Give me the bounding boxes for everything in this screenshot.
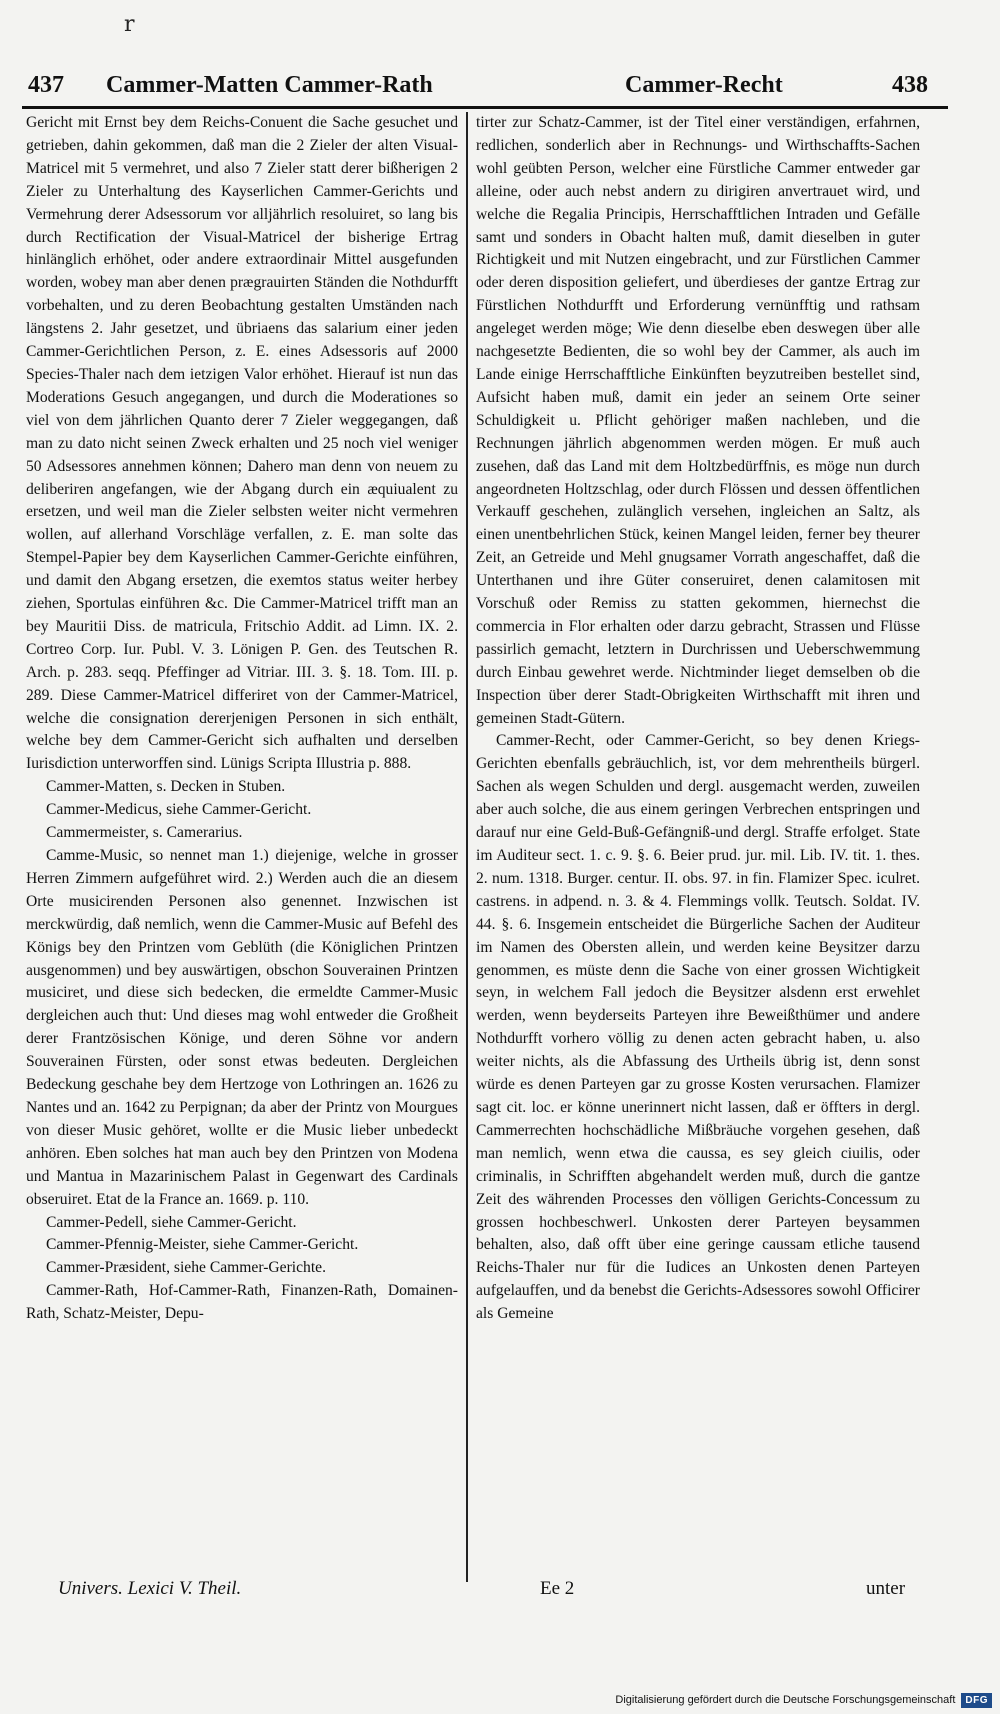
running-header xyxy=(20,66,950,106)
printer-mark: r xyxy=(124,12,135,37)
digitization-credit xyxy=(615,1690,992,1710)
paragraph: tirter zur Schatz-Cammer, ist der Titel einer verständigen, erfahrnen, redlichen, sonderlich aber in Rechnungs- und Wirthschaffts-Sachen wohl geübten Person, welcher eine Fürstliche Cammer entweder gar alleine, oder auch nebst andern zu dirigiren anvertrauet wird, und welche die Regalia Principis, Herrschafftlichen Intraden und Gefälle samt und sonders in Obacht halten muß, damit dieselben in guter Richtigkeit und mit Nutzen eingebracht, und zur Fürstlichen Cammer oder deren disposition geliefert, und überdieses der gantze Ertrag zur Fürstlichen Nothdurfft und Erforderung vernünfftig und rathsam angeleget werden möge; Wie denn dieselbe eben deswegen über alle nachgesetzte Bedienten, die so wohl bey der Cammer, als auch im Lande einige Herrschafftliche Einkünften beyzutreiben bestellet sind, Aufsicht haben muß, damit ein jeder an seinem Orte seiner Schuldigkeit u. Pflicht gehöriger maßen nachleben, und die Rechnungen jährlich abgenommen werden mögen. Er muß auch zusehen, daß das Land mit dem Holtzbedürffnis, es möge nun durch angeordneten Holtzschlag, oder durch Flössen und dessen öffentlichen Verkauff geschehen, zulänglich versehen, ingleichen an Saltz, als einen unentbehrlichen Stück, keinen Mangel leiden, ferner bey theurer Zeit, an Getreide und Mehl gnugsamer Vorrath angeschaffet, daß die Unterthanen und ihre Güter conseruiret, denen calamitosen mit Vorschuß oder Remiss zu statten gekommen, hiernechst die commercia in Flor erhalten oder darzu gebracht, Strassen und Flüsse passirlich gemacht, letztern in Durchrissen und Ueberschwemmung durch Einbau gewehret werde. Nichtminder lieget demselben ob die Inspection über derer Stadt-Obrigkeiten Wirthschafft mit ihren und gemeinen Stadt-Gütern. xyxy=(476,114,920,727)
paragraph: Camme-Music, so nennet man 1.) diejenige, welche in grosser Herren Zimmern aufgeführet wird. 2.) Werden auch die an diesem Orte musicirenden Personen also genennet. Inzwischen ist merckwürdig, daß nemlich, wenn die Cammer-Music auf Befehl des Königs bey den Printzen vom Geblüth (die Königlichen Printzen ausgenommen) und bey auswärtigen, obschon Souverainen Printzen musiciret, und diese sich bedecken, die ermeldte Cammer-Music dergleichen auch thut: Und dieses mag wohl entweder die Großheit derer Frantzösischen Könige, und deren Söhne vor andern Souverainen Fürsten, oder sonst etwas bedeuten. Dergleichen Bedeckung geschahe bey dem Hertzoge von Lothringen an. 1626 zu Nantes und an. 1642 zu Perpignan; da aber der Printz von Mourgues von dieser Music gehöret, wollte er die Music lieber unbedeckt anhören. Eben solches hat man auch bey den Printzen von Modena und Mantua in Mazarinischem Palast in Gegenwart des Cardinals obseruiret. Etat de la France an. 1669. p. 110. xyxy=(26,847,458,1208)
paragraph: Gericht mit Ernst bey dem Reichs-Conuent die Sache gesuchet und getrieben, dahin gekommen, daß man die 2 Zieler der alten Visual-Matricel mit 5 vermehret, und also 7 Zieler statt derer bißherigen 2 Zieler zu Unterhaltung des Kayserlichen Cammer-Gerichts und Vermehrung derer Adsessorum vor alljährlich resoluiret, so lang bis durch Rectification der Visual-Matricel der bisherige Ertrag hinlänglich erhöhet, oder andere extraordinair Mittel ausgefunden worden, wobey man aber denen prægrauirten Ständen die Nothdurfft vorbehalten, und zu deren Beobachtung gestalten Umständen nach längstens 2. Jahr gesetzet, und übriaens das salarium einer jeden Cammer-Gerichtlichen Person, z. E. eines Adsessoris auf 2000 Species-Thaler nach dem ietzigen Valor erhöhet. Hierauf ist nun das Moderations Gesuch angegangen, und durch die Moderationes so viel von dem jährlichen Quanto derer 7 Zieler weggegangen, daß man zu dato nicht seinen Zweck erhalten und 25 noch viel weniger 50 Adsessores annehmen können; Dahero man denn von neuem zu deliberiren angefangen, wie der Abgang durch ein æquiualent zu ersetzen, und weil man die Zieler selbsten weiter nicht vermehren wollen, auf allerhand Vorschläge verfallen, z. E. man solte das Stempel-Papier bey dem Kayserlichen Cammer-Gerichte einführen, und damit den Abgang ersetzen, die exemtos status weiter herbey ziehen, Sportulas einführen &c. Die Cammer-Matricel trifft man an bey Mauritii Diss. de matricula, Fritschio Addit. ad Limn. IX. 2. Cortreo Corp. Iur. Publ. V. 3. Lönigen P. Gen. des Teutschen R. Arch. p. 283. seqq. Pfeffinger ad Vitriar. III. 3. §. 18. Tom. III. p. 289. Diese Cammer-Matricel differiret von der Cammer-Matricel, welche die consignation dererjenigen Personen in sich enthält, welche bey dem Cammer-Gericht sich aufhalten und derselben Iurisdiction unterworffen sind. Lünigs Scripta Illustria p. 888. xyxy=(26,114,458,773)
credit-text: Digitalisierung gefördert durch die Deutsche Forschungsgemeinschaft xyxy=(615,1694,956,1706)
paragraph: Cammer-Rath, Hof-Cammer-Rath, Finanzen-Rath, Domainen-Rath, Schatz-Meister, Depu- xyxy=(26,1282,458,1323)
page-number-left: 437 xyxy=(28,72,64,98)
paragraph: Cammer-Matten, s. Decken in Stuben. xyxy=(46,778,286,796)
paragraph: Cammer-Pedell, siehe Cammer-Gericht. xyxy=(46,1213,297,1231)
paragraph: Cammer-Præsident, siehe Cammer-Gerichte. xyxy=(46,1259,326,1277)
paragraph: Cammer-Recht, oder Cammer-Gericht, so bey denen Kriegs-Gerichten ebenfalls gebräuchlich, ist, vor dem mehrentheils bürgerl. Sachen als wegen Schulden und dergl. ausgemacht werden, zuweilen aber auch solche, die aus einem geringen Verbrechen entspringen und darauf nur eine Geld-Buß-Gefängniß-und dergl. Straffe erfolget. State im Auditeur sect. 1. c. 9. §. 6. Beier prud. jur. mil. Lib. IV. tit. 1. thes. 2. num. 1318. Burger. centur. II. obs. 97. in fin. Flamizer Spec. iculret. castrens. in adpend. n. 3. & 4. Flemmings vollk. Teutsch. Soldat. IV. 44. §. 6. Insgemein entscheidet die Bürgerliche Sachen der Auditeur im Namen des Obersten allein, und werden keine Beysitzer darzu genommen, es müste denn die Sache von einer grossen Wichtigkeit seyn, in welchem Fall jedoch die Beysitzer alsdenn erst erwehlet werden, wenn beyderseits Parteyen ihre Beweißthümer und andere Nothdurfft vorhero völlig zu denen acten gebracht haben, u. also weiter nichts, als die Abfassung des Urtheils übrig ist, denn sonst würde es denen Parteyen gar zu grosse Kosten verursachen. Flamizer sagt cit. loc. er könne unerinnert nicht lassen, daß er öffters in dergl. Cammerrechten hochschädliche Mißbräuche vorgehen gesehen, daß man nemlich, wenn etwa die caussa, es sey gleich ciuilis, oder criminalis, in Schrifften abgehandelt werden muß, durch die gantze Zeit des währenden Processes den völligen Gerichts-Concessum zu grossen hochbeschwerl. Unkosten derer Parteyen beysammen behalten, also, daß offt über eine geringe caussam etliche tausend Reichs-Thaler nur für die Iudices an Unkosten denen Parteyen aufgelauffen, und da benebst die Gerichts-Adsessores sowohl Officirer als Gemeine xyxy=(476,732,920,1323)
header-rule xyxy=(22,106,948,109)
catchword: unter xyxy=(866,1578,906,1599)
running-title-left: Cammer-Matten Cammer-Rath xyxy=(106,72,433,98)
paragraph: Cammer-Pfennig-Meister, siehe Cammer-Gericht. xyxy=(46,1236,359,1254)
column-divider xyxy=(466,112,468,1582)
signature-mark: Ee 2 xyxy=(540,1578,575,1599)
running-title-right: Cammer-Recht xyxy=(625,72,783,98)
left-column xyxy=(26,112,458,1612)
paragraph: Cammer-Medicus, siehe Cammer-Gericht. xyxy=(46,801,312,819)
dfg-logo-icon: DFG xyxy=(961,1693,992,1708)
right-column xyxy=(476,112,920,1612)
page-number-right: 438 xyxy=(892,72,928,98)
paragraph: Cammermeister, s. Camerarius. xyxy=(46,824,243,842)
signature-line: Univers. Lexici V. Theil. xyxy=(58,1578,242,1599)
